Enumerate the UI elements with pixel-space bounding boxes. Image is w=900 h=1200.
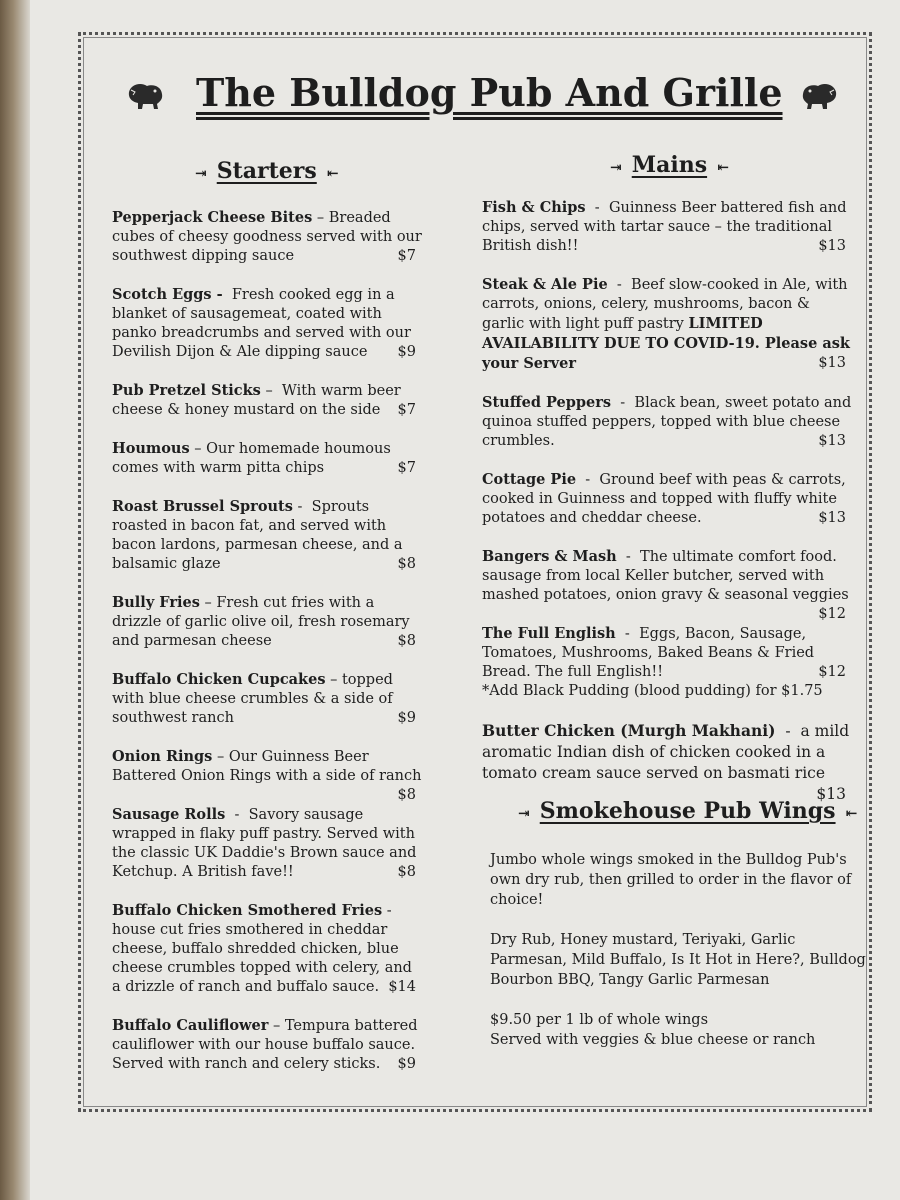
item-description: Fresh cut fries with a drizzle of garlic olive oil, fresh rosemary and parmesan cheese — [112, 595, 410, 649]
menu-item — [112, 439, 422, 478]
item-price: $8 — [397, 556, 416, 572]
item-price: $8 — [397, 633, 416, 649]
wings-section — [490, 850, 870, 1070]
item-price: $9 — [397, 1056, 416, 1072]
menu-item — [112, 208, 422, 266]
wings-heading — [508, 798, 867, 824]
item-description: - house cut fries smothered in cheddar cheese, buffalo shredded chicken, blue cheese crumbles topped with celery, and a drizzle of ranch and buffalo sauce. — [112, 903, 412, 995]
item-name: Sausage Rolls — [112, 806, 226, 823]
item-name: The Full English — [482, 625, 616, 642]
item-name: Roast Brussel Sprouts — [112, 498, 293, 515]
item-separator: - — [607, 277, 632, 293]
item-separator: - — [292, 499, 312, 515]
item-separator: – — [189, 441, 207, 457]
item-price: $8 — [397, 864, 416, 880]
item-price: $12 — [818, 664, 846, 680]
title-row — [120, 70, 850, 130]
item-price: $13 — [818, 433, 846, 449]
item-price: $7 — [397, 248, 416, 264]
menu-item — [112, 901, 422, 997]
arrow-right-bar-icon: ⇥ — [610, 160, 622, 176]
menu-item — [112, 747, 422, 803]
item-price: $13 — [818, 510, 846, 526]
item-separator: - — [611, 395, 635, 411]
item-price: $7 — [397, 402, 416, 418]
item-price: $14 — [388, 979, 416, 995]
item-description: With warm beer cheese & honey mustard on the side — [112, 383, 401, 418]
menu-item — [482, 470, 852, 528]
wings-heading-label: Smokehouse Pub Wings — [539, 798, 836, 824]
item-name: Buffalo Chicken Cupcakes — [112, 671, 326, 688]
item-name: Butter Chicken (Murgh Makhani) — [482, 721, 776, 740]
item-separator: – — [212, 749, 229, 765]
item-name: Bully Fries — [112, 594, 200, 611]
item-name: Onion Rings — [112, 748, 213, 765]
menu-item — [482, 198, 852, 256]
arrow-right-bar-icon: ⇥ — [518, 806, 530, 822]
item-description: Breaded cubes of cheesy goodness served with our southwest dipping sauce — [112, 210, 422, 264]
menu-item — [112, 593, 422, 651]
menu-item — [482, 275, 852, 374]
item-description: topped with blue cheese crumbles & a side of southwest ranch — [112, 672, 393, 726]
item-price: $12 — [818, 606, 846, 622]
item-price: $8 — [397, 787, 416, 803]
item-name: Steak & Ale Pie — [482, 276, 608, 293]
arrow-left-bar-icon: ⇤ — [326, 166, 339, 182]
mains-list — [482, 198, 852, 805]
item-price: $7 — [397, 460, 416, 476]
wings-intro: Jumbo whole wings smoked in the Bulldog Pub's own dry rub, then grilled to order in the flavor of choice! — [490, 852, 852, 908]
item-description: Fresh cooked egg in a blanket of sausagemeat, coated with panko breadcrumbs and served with our Devilish Dijon & Ale dipping sauce — [112, 287, 411, 360]
bulldog-icon — [800, 78, 840, 112]
menu-item — [482, 720, 852, 803]
item-addon-note: *Add Black Pudding (blood pudding) for $1.75 — [482, 683, 823, 699]
item-name: Scotch Eggs - — [112, 286, 223, 303]
item-description: The ultimate comfort food. sausage from local Keller butcher, served with mashed potatoes, onion gravy & seasonal veggies — [482, 549, 849, 603]
item-separator: – — [268, 1018, 285, 1034]
item-description: Our Guinness Beer Battered Onion Rings with a side of ranch — [112, 749, 422, 784]
item-name: Fish & Chips — [482, 199, 586, 216]
bulldog-icon — [125, 78, 165, 112]
menu-item — [112, 381, 422, 420]
item-name: Stuffed Peppers — [482, 394, 612, 411]
item-price: $9 — [397, 344, 416, 360]
item-separator: - — [225, 807, 249, 823]
mains-heading — [600, 152, 739, 178]
menu-item — [112, 497, 422, 574]
arrow-right-bar-icon: ⇥ — [195, 166, 207, 182]
item-name: Cottage Pie — [482, 471, 577, 488]
arrow-left-bar-icon: ⇤ — [717, 160, 729, 176]
item-separator: - — [585, 200, 609, 216]
menu-item — [112, 285, 422, 362]
page-title: The Bulldog Pub And Grille — [196, 70, 783, 115]
menu-item — [112, 670, 422, 728]
item-name: Pub Pretzel Sticks — [112, 382, 261, 399]
item-separator: – — [199, 595, 217, 611]
item-separator: - — [775, 722, 801, 740]
menu-item — [482, 624, 852, 701]
item-name: Buffalo Chicken Smothered Fries — [112, 902, 383, 919]
item-price: $9 — [397, 710, 416, 726]
item-description: Guinness Beer battered fish and chips, served with tartar sauce – the traditional British dish!! — [482, 200, 847, 254]
item-separator: - — [615, 626, 640, 642]
arrow-left-bar-icon: ⇤ — [845, 806, 858, 822]
item-separator: – — [325, 672, 342, 688]
item-separator — [223, 287, 232, 303]
mains-heading-label: Mains — [631, 152, 708, 178]
item-description: Black bean, sweet potato and quinoa stuffed peppers, topped with blue cheese crumbles. — [482, 395, 852, 449]
item-description: Sprouts roasted in bacon fat, and served with bacon lardons, parmesan cheese, and a balsamic glaze — [112, 499, 403, 572]
wings-price: $9.50 per 1 lb of whole wings — [490, 1012, 709, 1028]
starters-heading — [185, 158, 349, 184]
item-name: Bangers & Mash — [482, 548, 617, 565]
wings-flavors: Dry Rub, Honey mustard, Teriyaki, Garlic Parmesan, Mild Buffalo, Is It Hot in Here?, Bulldog Bourbon BBQ, Tangy Garlic Parmesan — [490, 932, 866, 988]
item-description: a mild aromatic Indian dish of chicken cooked in a tomato cream sauce served on basmati rice — [482, 722, 850, 782]
menu-item — [482, 393, 852, 451]
wings-served: Served with veggies & blue cheese or ranch — [490, 1032, 816, 1048]
item-description: Our homemade houmous comes with warm pitta chips — [112, 441, 391, 476]
item-name: Buffalo Cauliflower — [112, 1017, 269, 1034]
starters-list — [112, 208, 422, 1093]
item-description: Ground beef with peas & carrots, cooked in Guinness and topped with fluffy white potatoes and cheddar cheese. — [482, 472, 846, 526]
item-description: Eggs, Bacon, Sausage, Tomatoes, Mushrooms, Baked Beans & Fried Bread. The full English!! — [482, 626, 815, 680]
starters-heading-label: Starters — [216, 158, 317, 184]
item-separator: – — [312, 210, 329, 226]
item-description: Savory sausage wrapped in flaky puff pastry. Served with the classic UK Daddie's Brown sauce and Ketchup. A British fave!! — [112, 807, 417, 880]
item-name: Houmous — [112, 440, 190, 457]
menu-item — [482, 547, 852, 622]
item-separator: - — [616, 549, 641, 565]
availability-notice: LIMITED AVAILABILITY DUE TO COVID-19. Please ask your Server — [482, 315, 850, 372]
item-separator: - — [576, 472, 600, 488]
item-description: Beef slow-cooked in Ale, with carrots, onions, celery, mushrooms, bacon & garlic with light puff pastry — [482, 277, 848, 332]
menu-item — [112, 1016, 422, 1074]
item-price: $13 — [818, 355, 846, 371]
table-edge-shadow — [0, 0, 30, 1200]
item-description: Tempura battered cauliflower with our house buffalo sauce. Served with ranch and celery sticks. — [112, 1018, 418, 1072]
item-separator: – — [260, 383, 282, 399]
menu-item — [112, 805, 422, 882]
item-price: $13 — [816, 785, 846, 803]
item-price: $13 — [818, 238, 846, 254]
item-name: Pepperjack Cheese Bites — [112, 209, 313, 226]
